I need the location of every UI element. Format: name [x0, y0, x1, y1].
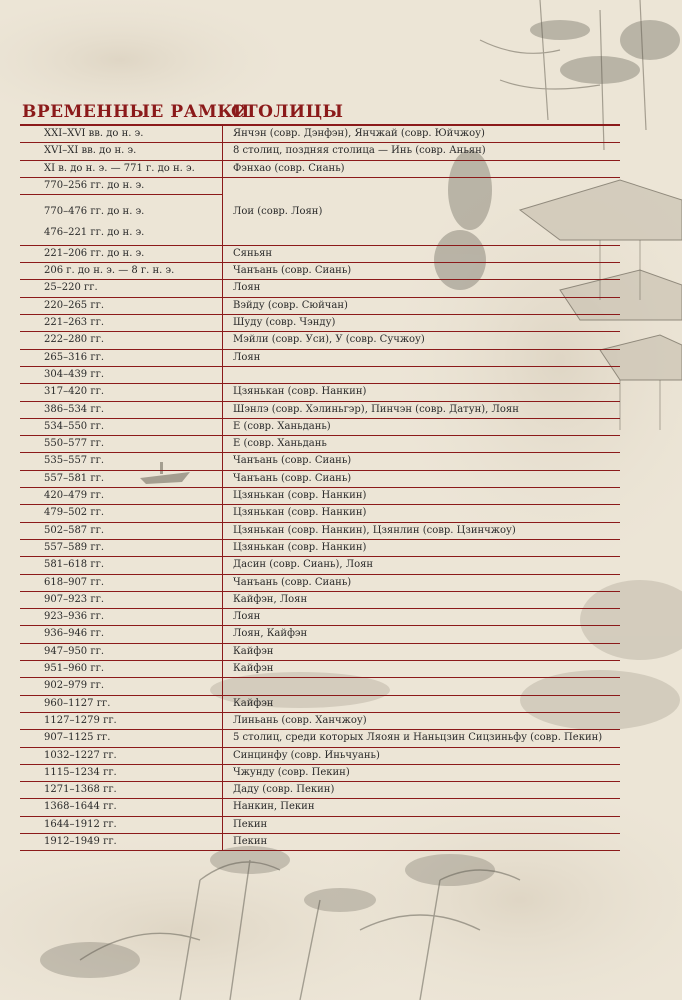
period-cell: 1032–1227 гг. [44, 749, 117, 761]
capital-cell: Линьань (совр. Ханчжоу) [222, 713, 620, 729]
period-cell: 221–263 гг. [44, 317, 105, 329]
group-capital [222, 178, 620, 245]
table-row [20, 505, 620, 522]
capital-cell: Цзянькан (совр. Нанкин) [222, 488, 620, 504]
capital-cell: Лоян [222, 609, 620, 625]
group-period-3: 476–221 гг. до н. э. [44, 226, 145, 238]
period-cell: 902–979 гг. [44, 680, 105, 692]
table-row [20, 471, 620, 488]
table-row [20, 557, 620, 574]
period-cell: 951–960 гг. [44, 663, 105, 675]
table-header [20, 102, 620, 124]
table-row [20, 367, 620, 384]
capital-cell: Даду (совр. Пекин) [222, 782, 620, 798]
capital-cell: Лоян [222, 280, 620, 296]
period-cell: 220–265 гг. [44, 299, 105, 311]
capital-cell: Кайфэн, Лоян [222, 592, 620, 608]
table-row [20, 488, 620, 505]
capital-cell: Чанъань (совр. Сиань) [222, 575, 620, 591]
capital-cell: Лоян [222, 350, 620, 366]
capital-cell: Чжунду (совр. Пекин) [222, 765, 620, 781]
capital-cell: Лоян, Кайфэн [222, 626, 620, 642]
table-row [20, 817, 620, 834]
period-cell: 923–936 гг. [44, 611, 105, 623]
rows-after [20, 246, 620, 851]
period-cell: 557–581 гг. [44, 472, 105, 484]
period-cell: 534–550 гг. [44, 420, 105, 432]
period-cell: 222–280 гг. [44, 334, 105, 346]
period-cell: 947–950 гг. [44, 645, 105, 657]
period-cell: 581–618 гг. [44, 559, 105, 571]
capital-column-header: СТОЛИЦЫ [231, 102, 344, 122]
period-cell: XI в. до н. э. — 771 г. до н. э. [44, 162, 195, 174]
capital-cell: Цзянькан (совр. Нанкин) [222, 505, 620, 521]
table-row [20, 730, 620, 747]
group-period-1: 770–256 гг. до н. э. [44, 179, 145, 191]
period-cell: 25–220 гг. [44, 282, 98, 294]
table-row [20, 453, 620, 470]
period-cell: 618–907 гг. [44, 576, 105, 588]
capital-cell: Цзянькан (совр. Нанкин), Цзянлин (совр. Цзинчжоу) [222, 523, 620, 539]
period-cell: 550–577 гг. [44, 438, 105, 450]
capital-cell: Сяньян [222, 246, 620, 262]
capital-cell: Янчэн (совр. Дэнфэн), Янчжай (совр. Юйчжоу) [222, 126, 620, 142]
table-row [20, 834, 620, 851]
table-row [20, 419, 620, 436]
period-cell: 960–1127 гг. [44, 697, 111, 709]
group-capital-text: Лои (совр. Лоян) [233, 205, 323, 217]
table-row [20, 298, 620, 315]
capital-cell: 8 столиц, поздняя столица — Инь (совр. Аньян) [222, 143, 620, 159]
period-cell: XXI–XVI вв. до н. э. [44, 128, 144, 139]
group-period-2: 770–476 гг. до н. э. [44, 205, 145, 217]
capital-cell: Пекин [222, 817, 620, 833]
table-row [20, 782, 620, 799]
table-row [20, 748, 620, 765]
capital-cell: Е (совр. Ханьдань [222, 436, 620, 452]
capital-cell: Нанкин, Пекин [222, 799, 620, 815]
period-cell: 535–557 гг. [44, 455, 105, 467]
period-cell: 221–206 гг. до н. э. [44, 247, 145, 259]
table-row [20, 765, 620, 782]
table-row [20, 713, 620, 730]
period-cell: 907–1125 гг. [44, 732, 111, 744]
table-row [20, 384, 620, 401]
period-cell: 1115–1234 гг. [44, 766, 117, 778]
capital-cell: Дасин (совр. Сиань), Лоян [222, 557, 620, 573]
table-row [20, 609, 620, 626]
table-row [20, 661, 620, 678]
period-cell: 907–923 гг. [44, 593, 105, 605]
period-cell: 502–587 гг. [44, 524, 105, 536]
period-cell: 936–946 гг. [44, 628, 105, 640]
capitals-table [20, 102, 620, 851]
capital-cell: Кайфэн [222, 644, 620, 660]
period-cell: 1644–1912 гг. [44, 818, 117, 830]
period-cell: 1912–1949 гг. [44, 835, 117, 847]
table-row [20, 799, 620, 816]
capital-cell: Кайфэн [222, 661, 620, 677]
capital-cell: Цзянькан (совр. Нанкин) [222, 384, 620, 400]
table-row [20, 315, 620, 332]
table-row [20, 540, 620, 557]
period-column-header: ВРЕМЕННЫЕ РАМКИ [22, 102, 250, 122]
table-row [20, 575, 620, 592]
capital-cell: Вэйду (совр. Сюйчан) [222, 298, 620, 314]
table-row [20, 350, 620, 367]
table-row [20, 592, 620, 609]
period-cell: 317–420 гг. [44, 386, 105, 398]
capital-cell: Цзянькан (совр. Нанкин) [222, 540, 620, 556]
table-row [20, 332, 620, 349]
table-row [20, 280, 620, 297]
grouped-row [20, 178, 620, 246]
table-row [20, 161, 620, 178]
period-cell: 206 г. до н. э. — 8 г. н. э. [44, 265, 175, 277]
table-row [20, 143, 620, 160]
table-row [20, 626, 620, 643]
capital-cell: Мэйли (совр. Уси), У (совр. Сучжоу) [222, 332, 620, 348]
period-cell: 420–479 гг. [44, 490, 105, 502]
table-row [20, 523, 620, 540]
period-cell: 1127–1279 гг. [44, 714, 117, 726]
period-cell: 386–534 гг. [44, 403, 105, 415]
period-cell: 557–589 гг. [44, 541, 105, 553]
table-row [20, 402, 620, 419]
table-row [20, 246, 620, 263]
capital-cell: Шэнлэ (совр. Хэлиньгэр), Пинчэн (совр. Датун), Лоян [222, 402, 620, 418]
capital-cell: Синцинфу (совр. Иньчуань) [222, 748, 620, 764]
table-row [20, 126, 620, 143]
rows-before [20, 126, 620, 178]
capital-cell: 5 столиц, среди которых Ляоян и Наньцзин Сицзиньфу (совр. Пекин) [222, 730, 620, 746]
table-row [20, 436, 620, 453]
capital-cell: Пекин [222, 834, 620, 850]
capital-cell: Е (совр. Ханьдань) [222, 419, 620, 435]
table-row [20, 644, 620, 661]
period-cell: XVI–XI вв. до н. э. [44, 145, 137, 157]
capital-cell: Чанъань (совр. Сиань) [222, 263, 620, 279]
capital-cell [222, 367, 620, 383]
capital-cell: Чанъань (совр. Сиань) [222, 471, 620, 487]
capital-cell: Кайфэн [222, 696, 620, 712]
period-cell: 479–502 гг. [44, 507, 105, 519]
capital-cell: Чанъань (совр. Сиань) [222, 453, 620, 469]
table-row [20, 678, 620, 695]
period-cell: 1368–1644 гг. [44, 801, 117, 813]
period-cell: 1271–1368 гг. [44, 784, 117, 796]
capital-cell: Фэнхао (совр. Сиань) [222, 161, 620, 177]
capital-cell: Шуду (совр. Чэнду) [222, 315, 620, 331]
table-row [20, 263, 620, 280]
period-cell: 265–316 гг. [44, 351, 105, 363]
period-cell: 304–439 гг. [44, 368, 105, 380]
capital-cell [222, 678, 620, 694]
table-row [20, 696, 620, 713]
